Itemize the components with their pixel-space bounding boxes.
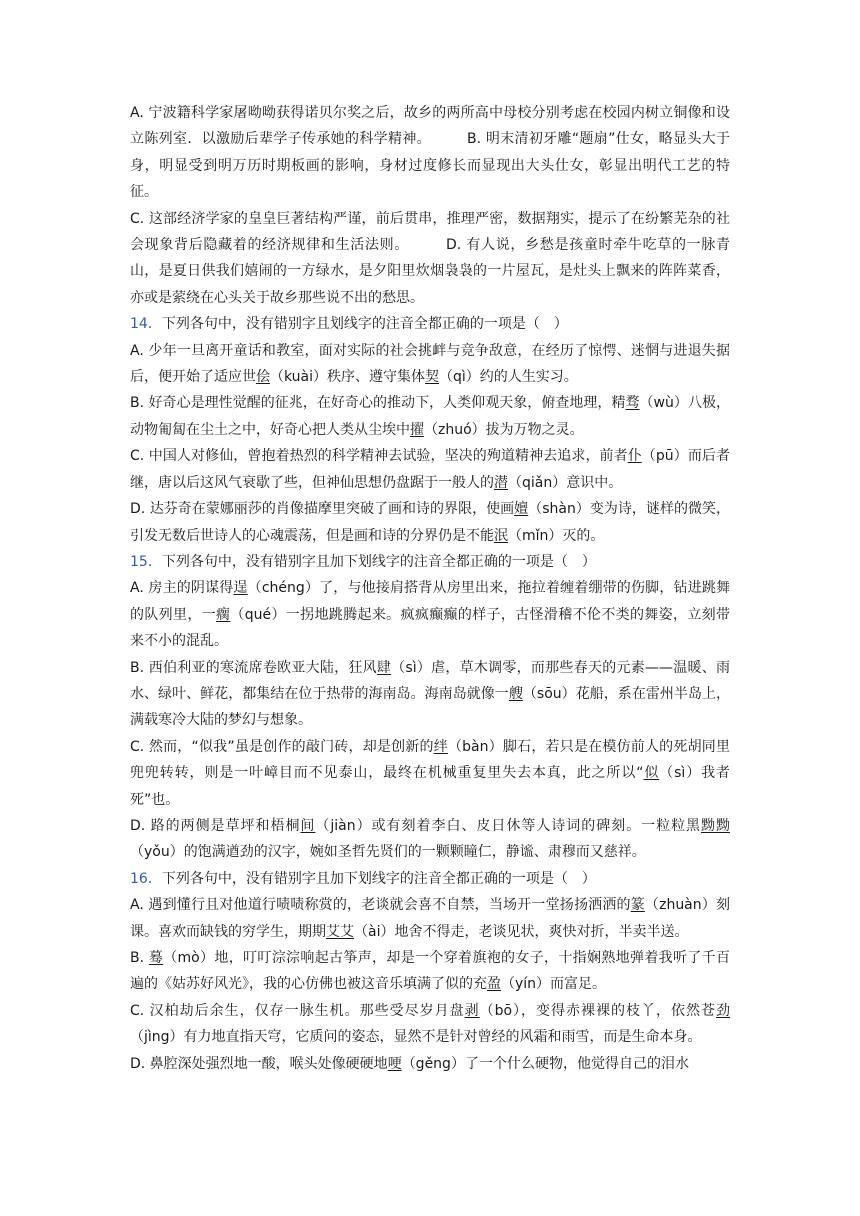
underlined-char: 潜	[494, 474, 508, 491]
text-segment: （shàn）变为诗，谜样的微笑，引发无数后世诗人的心魂震荡，但是画和诗的分界仍是不能	[130, 501, 731, 544]
underlined-char: 艾艾	[326, 923, 354, 940]
text-segment: （bō），变得赤裸裸的枝丫，依然苍	[479, 1002, 717, 1019]
underlined-char: 绊	[433, 738, 448, 755]
text-segment: （zhuó）拔为万物之灵。	[424, 421, 584, 438]
text-segment: （sì）虐，草木调零，而那些春天的元素——温暖、雨水、绿叶、鲜花，都集结在位于热带的海南岛。海南岛就像一	[130, 659, 731, 702]
underlined-char: 仆	[627, 448, 642, 465]
paragraph-q15c	[130, 734, 730, 813]
text-segment: （bàn）脚石，若只是在模仿前人的死胡同里兜兜转转，则是一叶嶂目而不见泰山，最终在机械重复里失去本真，此之所以“	[130, 738, 731, 782]
text-segment: （qì）约的人生实习。	[439, 369, 578, 386]
text-segment: B. 好奇心是理性觉醒的征兆，在好奇心的推动下，人类仰观天象，俯查地理，精	[130, 395, 626, 412]
underlined-char: 擢	[410, 421, 424, 438]
underlined-char: 剥	[464, 1002, 480, 1019]
paragraph-q16c	[130, 998, 730, 1051]
underlined-char: 似	[643, 765, 660, 782]
text-segment: （sì）我者死”也。	[130, 765, 730, 808]
text-segment: （ài）地舍不得走，老谈见状，爽快对折，半卖半送。	[354, 923, 689, 940]
paragraph-q15	[130, 549, 730, 575]
text-segment: A. 遇到懂行且对他道行啧啧称赏的，老谈就会喜不自禁，当场开一堂扬扬洒洒的	[130, 897, 631, 914]
paragraph-q14b	[130, 390, 730, 443]
paragraph-q16	[130, 866, 730, 892]
text-segment: C. 汉柏劫后余生，仅存一脉生机。那些受尽岁月盘	[130, 1002, 465, 1019]
paragraph-q16d	[130, 1051, 730, 1077]
underlined-char: 契	[425, 369, 440, 386]
paragraph-q15a	[130, 575, 730, 654]
underlined-char: 瘸	[216, 606, 231, 623]
underlined-char: 泯	[494, 527, 508, 544]
underlined-char: 哽	[387, 1055, 402, 1072]
text-segment: （kuài）秩序、遵守集体	[270, 369, 426, 386]
text-segment: （chéng）了，与他接肩搭背从房里出来，拖拉着缠着绷带的伤脚，钻进跳舞的队列里，一	[130, 580, 731, 623]
text-segment: （yín）而富足。	[501, 976, 607, 993]
text-segment: （mǐn）灭的。	[508, 527, 605, 544]
text-segment: （sōu）花船，系在雷州半岛上，满载寒冷大陆的梦幻与想象。	[130, 685, 731, 729]
underlined-char: 劲	[716, 1002, 731, 1019]
text-segment: （wù）八极，动物匍匐在尘土之中，好奇心把人类从尘埃中	[130, 395, 730, 438]
text-segment: （gěng）了一个什么硬物，他觉得自己的泪水	[401, 1055, 689, 1072]
text-segment: C. 这部经济学家的皇皇巨著结构严谨，前后贯串，推理严密，数据翔实，提示了在纷繁芜杂的社会现象背后隐藏着的经济规律和生活法则。 D. 有人说，乡愁是孩童时牵牛吃草的一脉青山，是夏日供我们嬉闹的一方绿水，是夕阳里炊烟袅袅的一片屋瓦，是灶头上飘来的阵阵菜香，亦或是萦绕在心头关于故乡那些说不出的愁思。	[130, 210, 730, 306]
text-segment: C. 中国人对修仙，曾抱着热烈的科学精神去试验，坚决的殉道精神去追求，前者	[130, 448, 628, 465]
underlined-char: 逞	[233, 580, 248, 597]
text-segment: D. 达芬奇在蒙娜丽莎的肖像描摩里突破了画和诗的界限，使画	[130, 501, 515, 518]
text-segment: 下列各句中，没有错别字且划线字的注音全都正确的一项是（ ）	[161, 316, 568, 333]
underlined-char: 间	[300, 817, 316, 834]
paragraph-p1	[130, 100, 730, 206]
text-segment: （pū）而后者继，唐以后这风气衰歇了些，但神仙思想仍盘踞于一般人的	[130, 448, 730, 491]
text-segment: （yǒu）的饱满遒劲的汉字，婉如圣哲先贤们的一颗颗瞳仁，静谧、肃穆而又慈祥。	[130, 844, 646, 861]
question-number: 16．	[130, 870, 162, 887]
paragraph-q14c	[130, 443, 730, 496]
text-segment: B. 西伯利亚的寒流席卷欧亚大陆，狂风	[130, 659, 377, 676]
text-segment: A. 少年一旦离开童话和教室，面对实际的社会挑衅与竞争敌意，在经历了惊愕、迷惘与进退失据后，便开始了适应世	[130, 342, 730, 386]
underlined-char: 黝黝	[701, 817, 731, 834]
text-segment: B.	[130, 950, 149, 966]
paragraph-p2	[130, 206, 730, 312]
question-number: 14．	[130, 316, 162, 333]
underlined-char: 蓦	[148, 950, 164, 966]
text-segment: （jiàn）或有刻着李白、皮日休等人诗词的碑刻。一粒粒黑	[315, 817, 702, 834]
text-segment: （mò）地，叮叮淙淙响起古筝声，却是一个穿着旗袍的女子，十指娴熟地弹着我听了千百遍的《姑苏好风光》，我的心仿佛也被这音乐填满了似的充	[130, 950, 731, 993]
paragraph-q16a	[130, 892, 730, 945]
text-segment: A. 宁波籍科学家屠呦呦获得诺贝尔奖之后，故乡的两所高中母校分别考虑在校园内树立铜像和设立陈列室．以激励后辈学子传承她的科学精神。 B. 明末清初牙雕“题扇”仕女，略显头大于身，明显受到明万历时期板画的影响，身材过度修长而显现出大头仕女，彰显出明代工艺的特征。	[130, 105, 730, 201]
paragraph-q14a	[130, 338, 730, 391]
text-segment: C. 然而，“似我”虽是创作的敲门砖，却是创新的	[130, 738, 434, 755]
text-segment: （jìng）有力地直指天穹，它质问的姿态，显然不是针对曾经的风霜和雨雪，而是生命本身。	[130, 1029, 702, 1046]
paragraph-q16b	[130, 945, 730, 998]
paragraph-q15d	[130, 813, 730, 866]
underlined-char: 侩	[256, 369, 270, 386]
text-segment: 下列各句中，没有错别字且加下划线字的注音全都正确的一项是（ ）	[161, 553, 596, 570]
paragraph-q14d	[130, 496, 730, 549]
question-number: 15．	[130, 553, 162, 570]
paragraph-q14	[130, 311, 730, 337]
text-segment: D. 鼻腔深处强烈地一酸，喉头处像硬硬地	[130, 1055, 388, 1072]
text-segment: （qué）一拐地跳腾起来。疯疯癫癫的样子，古怪滑稽不伦不类的舞姿，立刻带来不小的混乱。	[130, 606, 731, 650]
text-segment: A. 房主的阴谋得	[130, 580, 234, 597]
text-segment: （zhuàn）刻课。喜欢而缺钱的穷学生，期期	[130, 897, 731, 940]
underlined-char: 盈	[487, 976, 501, 993]
text-segment: 下列各句中，没有错别字且加下划线字的注音全都正确的一项是（ ）	[161, 870, 596, 887]
underlined-char: 嬗	[514, 501, 529, 518]
text-segment: （qiǎn）意识中。	[508, 474, 623, 491]
underlined-char: 骛	[625, 395, 640, 412]
underlined-char: 肆	[376, 659, 392, 676]
underlined-char: 篆	[630, 897, 645, 914]
underlined-char: 艘	[508, 685, 523, 702]
text-segment: D. 路的两侧是草坪和梧桐	[130, 817, 301, 834]
paragraph-q15b	[130, 655, 730, 734]
document-body	[130, 100, 730, 1077]
